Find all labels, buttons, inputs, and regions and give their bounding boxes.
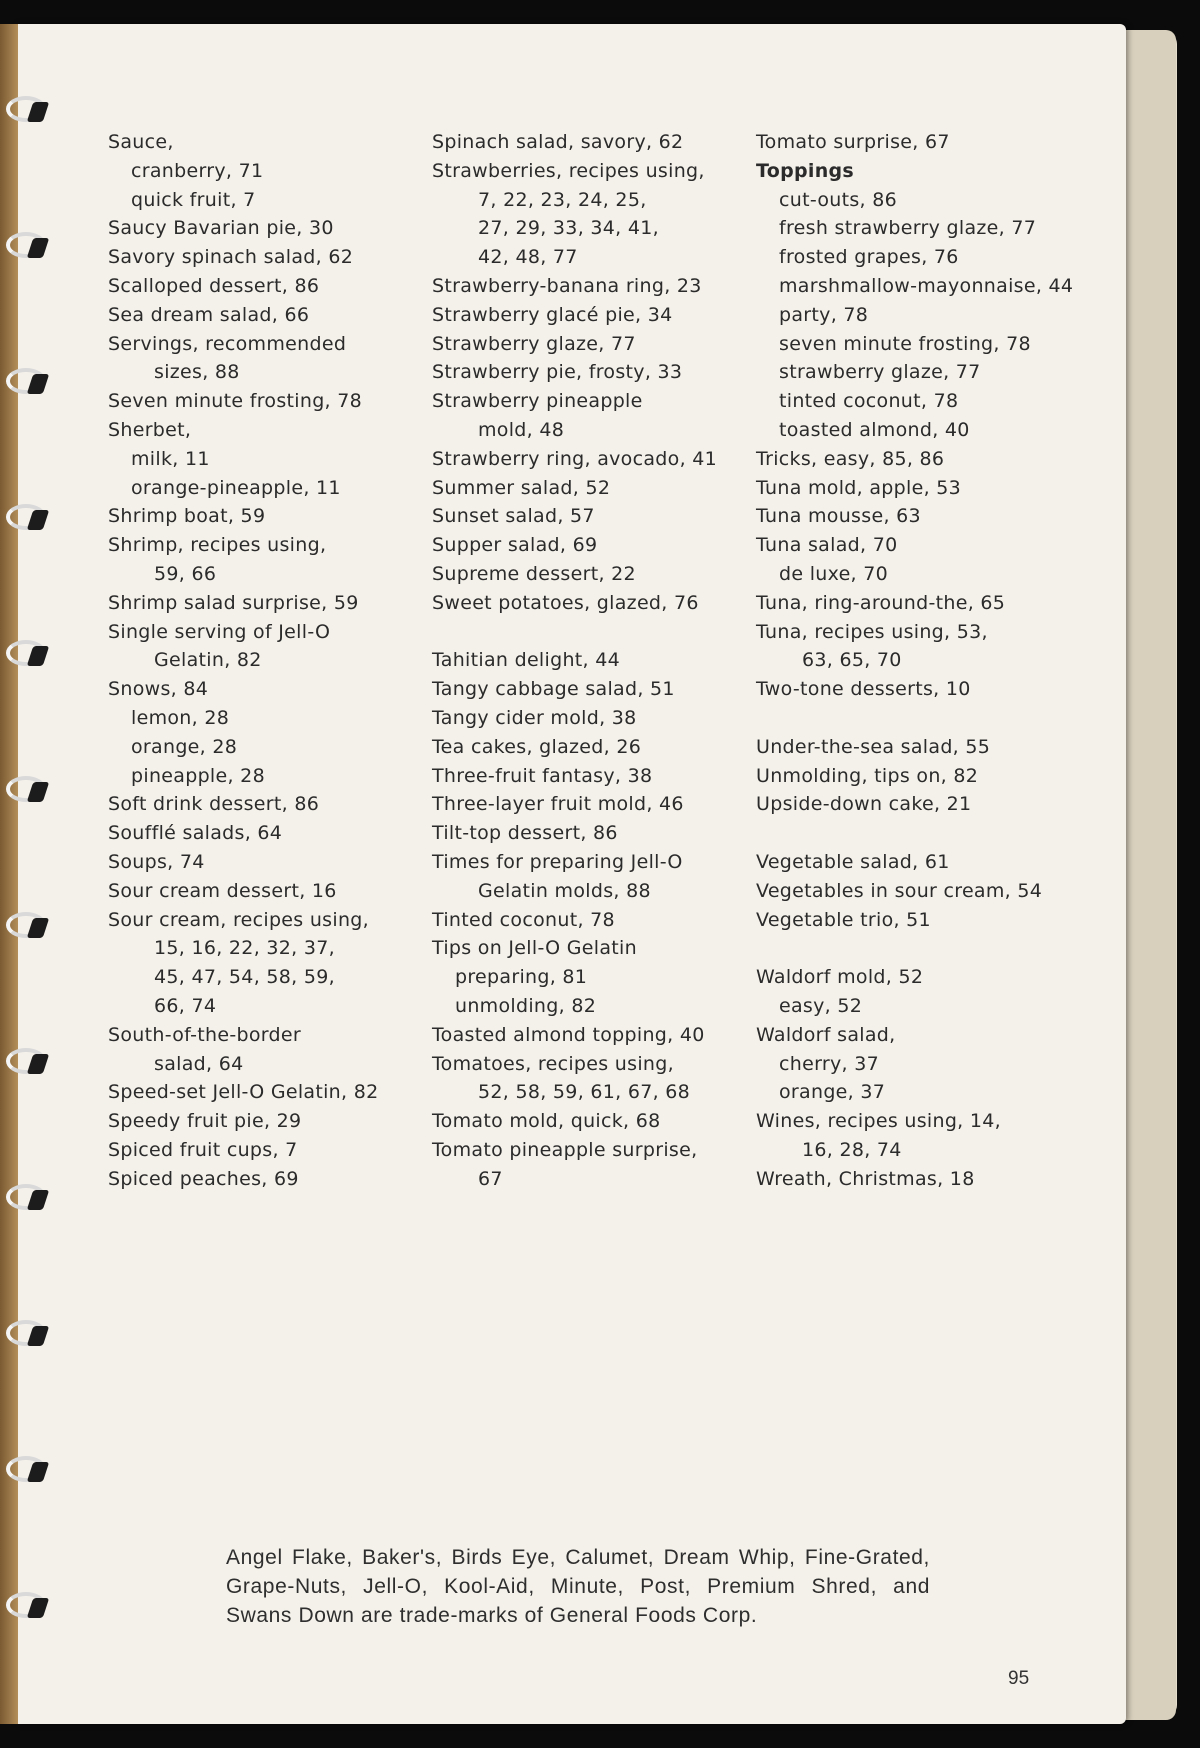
index-entry: Strawberry pineapple <box>432 390 643 413</box>
index-entry: Tilt-top dessert, 86 <box>432 822 618 845</box>
binding-ring <box>0 228 54 264</box>
index-entry: 52, 58, 59, 61, 67, 68 <box>478 1081 691 1104</box>
index-entry: 42, 48, 77 <box>478 246 578 269</box>
index-entry: sizes, 88 <box>154 361 240 384</box>
binding-ring <box>0 1452 54 1488</box>
binding-ring <box>0 1588 54 1624</box>
binding-ring <box>0 908 54 944</box>
index-entry: Tips on Jell-O Gelatin <box>432 937 637 960</box>
index-entry: Sea dream salad, 66 <box>108 303 310 326</box>
index-entry: Tangy cabbage salad, 51 <box>432 678 675 701</box>
index-entry: tinted coconut, 78 <box>779 390 959 413</box>
index-entry: Strawberry ring, avocado, 41 <box>432 447 718 470</box>
index-entry: Spiced peaches, 69 <box>108 1167 299 1190</box>
index-entry: 66, 74 <box>154 994 217 1017</box>
index-spacer <box>756 819 1073 848</box>
index-entry: Tuna salad, 70 <box>756 534 898 557</box>
index-entry: Tuna, ring-around-the, 65 <box>756 591 1006 614</box>
index-entry: Single serving of Jell-O <box>108 620 331 643</box>
index-entry: frosted grapes, 76 <box>779 246 959 269</box>
index-entry: Tuna mold, apple, 53 <box>756 476 962 499</box>
index-entry: Wreath, Christmas, 18 <box>756 1167 975 1190</box>
index-column-2 <box>432 128 717 1193</box>
index-entry: Speedy fruit pie, 29 <box>108 1110 302 1133</box>
index-entry: Sour cream dessert, 16 <box>108 879 337 902</box>
index-entry: Strawberry pie, frosty, 33 <box>432 361 683 384</box>
index-entry: toasted almond, 40 <box>779 418 970 441</box>
index-entry: Summer salad, 52 <box>432 476 611 499</box>
index-entry: Tuna mousse, 63 <box>756 505 921 528</box>
index-entry: Soups, 74 <box>108 850 205 873</box>
index-entry: strawberry glaze, 77 <box>779 361 981 384</box>
index-entry: Tomato surprise, 67 <box>756 131 950 153</box>
index-entry: Sunset salad, 57 <box>432 505 595 528</box>
index-entry: Supreme dessert, 22 <box>432 562 636 585</box>
index-entry: Wines, recipes using, 14, <box>756 1110 1001 1133</box>
index-entry: Toasted almond topping, 40 <box>432 1023 705 1046</box>
index-entry: Sour cream, recipes using, <box>108 908 369 931</box>
index-entry: Tinted coconut, 78 <box>432 908 615 931</box>
index-entry: Waldorf salad, <box>756 1023 896 1046</box>
index-entry: Tomato pineapple surprise, <box>432 1138 698 1161</box>
binding-ring <box>0 1180 54 1216</box>
index-entry: preparing, 81 <box>455 966 588 989</box>
index-entry: 27, 29, 33, 34, 41, <box>478 217 659 240</box>
index-spacer <box>756 704 1073 733</box>
trademark-notice: Angel Flake, Baker's, Birds Eye, Calumet, Dream Whip, Fine-Grated, Grape-Nuts, Jell-O, Kool-Aid, Minute, Post, Premium Shred, and Swans Down are trade-marks of General Foods Corp. <box>226 1546 930 1627</box>
index-entry: Shrimp, recipes using, <box>108 534 327 557</box>
index-entry: seven minute frosting, 78 <box>779 332 1031 355</box>
index-entry: Vegetable trio, 51 <box>756 908 931 931</box>
index-entry: Seven minute frosting, 78 <box>108 390 363 413</box>
index-entry: Sauce, <box>108 131 174 153</box>
index-entry: Waldorf mold, 52 <box>756 966 924 989</box>
index-entry: Spiced fruit cups, 7 <box>108 1138 298 1161</box>
index-entry: Strawberries, recipes using, <box>432 159 705 182</box>
index-entry: Spinach salad, savory, 62 <box>432 131 684 153</box>
index-entry: Soft drink dessert, 86 <box>108 793 320 816</box>
index-entry: Toppings <box>756 159 855 182</box>
index-spacer <box>756 934 1073 963</box>
index-entry: Shrimp salad surprise, 59 <box>108 591 359 614</box>
index-spacer <box>432 618 717 647</box>
index-entry: 16, 28, 74 <box>802 1138 902 1161</box>
index-entry: cherry, 37 <box>779 1052 879 1075</box>
binding-ring <box>0 364 54 400</box>
index-entry: Servings, recommended <box>108 332 347 355</box>
index-entry: Three-fruit fantasy, 38 <box>432 764 653 787</box>
index-entry: Tomato mold, quick, 68 <box>432 1110 661 1133</box>
index-entry: Strawberry glaze, 77 <box>432 332 636 355</box>
index-entry: cranberry, 71 <box>131 159 264 182</box>
index-entry: Speed-set Jell-O Gelatin, 82 <box>108 1081 379 1104</box>
index-entry: quick fruit, 7 <box>131 188 256 211</box>
index-entry: Saucy Bavarian pie, 30 <box>108 217 334 240</box>
index-entry: 67 <box>478 1167 503 1190</box>
index-entry: Supper salad, 69 <box>432 534 598 557</box>
index-entry: milk, 11 <box>131 447 210 470</box>
index-entry: Tuna, recipes using, 53, <box>756 620 988 643</box>
index-entry: Unmolding, tips on, 82 <box>756 764 979 787</box>
index-entry: Tahitian delight, 44 <box>432 649 620 672</box>
index-entry: cut-outs, 86 <box>779 188 898 211</box>
index-entry: orange, 37 <box>779 1081 886 1104</box>
index-entry: Times for preparing Jell-O <box>432 850 683 873</box>
index-entry: Strawberry-banana ring, 23 <box>432 274 702 297</box>
index-entry: Snows, 84 <box>108 678 209 701</box>
index-entry: orange, 28 <box>131 735 238 758</box>
index-entry: mold, 48 <box>478 418 565 441</box>
index-entry: Vegetables in sour cream, 54 <box>756 879 1043 902</box>
index-entry: Savory spinach salad, 62 <box>108 246 354 269</box>
index-entry: unmolding, 82 <box>455 994 597 1017</box>
index-entry: Upside-down cake, 21 <box>756 793 972 816</box>
index-entry: orange-pineapple, 11 <box>131 476 341 499</box>
index-entry: Tea cakes, glazed, 26 <box>432 735 642 758</box>
index-column-3 <box>756 128 1073 1193</box>
binding-ring <box>0 92 54 128</box>
page-number: 95 <box>1008 1668 1030 1689</box>
binding-ring <box>0 500 54 536</box>
index-entry: fresh strawberry glaze, 77 <box>779 217 1037 240</box>
index-entry: 45, 47, 54, 58, 59, <box>154 966 335 989</box>
index-entry: Under-the-sea salad, 55 <box>756 735 991 758</box>
index-entry: South-of-the-border <box>108 1023 302 1046</box>
index-entry: Scalloped dessert, 86 <box>108 274 320 297</box>
index-entry: Soufflé salads, 64 <box>108 822 283 845</box>
index-entry: Three-layer fruit mold, 46 <box>432 793 684 816</box>
index-entry: salad, 64 <box>154 1052 244 1075</box>
binding-ring <box>0 1044 54 1080</box>
index-entry: marshmallow-mayonnaise, 44 <box>779 274 1074 297</box>
index-entry: Gelatin molds, 88 <box>478 879 651 902</box>
index-entry: 7, 22, 23, 24, 25, <box>478 188 647 211</box>
index-entry: de luxe, 70 <box>779 562 889 585</box>
binding-ring <box>0 636 54 672</box>
index-entry: Gelatin, 82 <box>154 649 262 672</box>
index-entry: Shrimp boat, 59 <box>108 505 266 528</box>
index-entry: Two-tone desserts, 10 <box>756 678 971 701</box>
index-entry: Sweet potatoes, glazed, 76 <box>432 591 699 614</box>
index-entry: Tricks, easy, 85, 86 <box>756 447 945 470</box>
index-entry: 59, 66 <box>154 562 217 585</box>
binding-ring <box>0 772 54 808</box>
index-entry: 63, 65, 70 <box>802 649 902 672</box>
index-entry: Strawberry glacé pie, 34 <box>432 303 673 326</box>
index-entry: easy, 52 <box>779 994 863 1017</box>
index-entry: 15, 16, 22, 32, 37, <box>154 937 335 960</box>
index-entry: pineapple, 28 <box>131 764 265 787</box>
index-entry: Vegetable salad, 61 <box>756 850 950 873</box>
index-entry: party, 78 <box>779 303 869 326</box>
binding-ring <box>0 1316 54 1352</box>
index-entry: Sherbet, <box>108 418 192 441</box>
index-entry: Tomatoes, recipes using, <box>432 1052 674 1075</box>
index-column-1 <box>108 128 379 1193</box>
index-entry: lemon, 28 <box>131 706 230 729</box>
index-entry: Tangy cider mold, 38 <box>432 706 637 729</box>
